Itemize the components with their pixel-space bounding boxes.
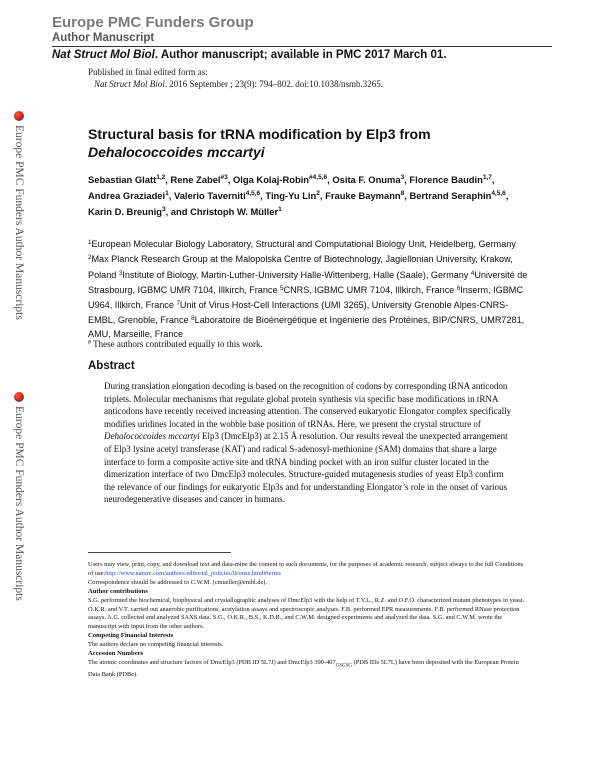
published-label: Published in final edited form as: bbox=[88, 67, 208, 77]
accession-part1: The atomic coordinates and structure factors of DmcElp3 (PDB ID 5L7J) and DmcElp3 390-407 bbox=[88, 658, 336, 666]
accession-part2: (PDB IDs 5L7L) have been deposited with the European Protein Data Bank (PDBe). bbox=[88, 658, 519, 679]
author-separator: , bbox=[319, 190, 326, 201]
author-separator: , bbox=[227, 174, 233, 185]
footnotes bbox=[88, 561, 528, 680]
author-separator: , bbox=[168, 190, 174, 201]
author-affiliation-mark: 1,7 bbox=[482, 174, 492, 181]
accession-heading: Accession Numbers bbox=[88, 650, 144, 658]
contributions-text: S.G. performed the biochemical, biophysical and crystallographic analyses of DmcElp3 with the help of T.Y.L., R.Z. and O.F.O. characterized mutant phenotypes in yeast. O.K.R. and V.T. carried out anaerobic purifications, acetylation assays and spectroscopic analyses. F.B. performed EPR measurements. F.B. performed RNase protection assays. A.G. collected and analyzed SAXS data. S.G., O.K.R., B.S., K.D.B., and C.W.M. designed experiments and analyzed the data. S.G. and C.W.M. wrote the manuscript with input from the other authors. bbox=[88, 596, 525, 631]
author-affiliation-mark: 4,5,6 bbox=[245, 190, 261, 197]
title-species: Dehalococcoides mccartyi bbox=[88, 144, 265, 160]
competing-interests-text: The authors declare no competing financial interests. bbox=[88, 641, 224, 649]
affiliation-text: Université de Strasbourg, IGBMC UMR 7104, Illkirch, France bbox=[88, 269, 528, 295]
author-name: Christoph W. Müller bbox=[190, 206, 279, 217]
author-list bbox=[88, 171, 528, 219]
abstract-heading: Abstract bbox=[88, 360, 135, 372]
author-affiliation-mark: 8 bbox=[400, 190, 405, 197]
affiliation-text: Laboratoire de Bioénergétique et Ingénierie des Protéines, BIP/CNRS, UMR7281, AMU, Marseille, France bbox=[88, 315, 525, 339]
published-journal: Nat Struct Mol Biol bbox=[94, 79, 165, 89]
abstract-body bbox=[104, 380, 514, 506]
author-affiliation-mark: 1 bbox=[278, 206, 282, 213]
affiliation-number: 1 bbox=[88, 239, 92, 246]
author-name: Rene Zabel bbox=[170, 174, 221, 185]
author-separator: , bbox=[404, 190, 410, 201]
sidebar-watermark-top bbox=[8, 111, 30, 320]
author-affiliation-mark: 3 bbox=[400, 174, 405, 181]
author-separator: , bbox=[505, 190, 509, 201]
author-affiliation-mark: 3 bbox=[161, 206, 166, 213]
affiliation-number: 4 bbox=[470, 269, 475, 277]
affiliation-text: Inserm, IGBMC U964, Illkirch, France bbox=[88, 284, 523, 311]
author-name: Andrea Graziadei bbox=[88, 190, 166, 201]
author-separator: , bbox=[260, 190, 266, 201]
sidebar-text: Europe PMC Funders Author Manuscripts bbox=[13, 406, 25, 601]
affiliation-number: 5 bbox=[280, 284, 284, 292]
author-separator: , bbox=[404, 174, 410, 185]
abstract-species: Dehalococcoides mccartyi bbox=[104, 431, 200, 442]
author-affiliation-mark: 1 bbox=[165, 190, 169, 197]
author-name: Florence Baudin bbox=[409, 174, 483, 185]
equal-mark: # bbox=[88, 340, 91, 346]
affiliation-number: 2 bbox=[88, 254, 92, 262]
affiliation-number: 6 bbox=[456, 284, 461, 292]
equal-contribution-note bbox=[88, 337, 263, 350]
author-affiliation-mark: #3 bbox=[220, 174, 228, 181]
accession-sub: GSGSG bbox=[335, 663, 352, 669]
header-divider bbox=[52, 46, 552, 47]
author-separator: , bbox=[491, 174, 495, 185]
availability-text: . Author manuscript; available in PMC 2017 March 01. bbox=[154, 49, 447, 61]
europe-pmc-logo-icon bbox=[14, 392, 24, 402]
competing-interests-heading: Competing Financial Interests bbox=[88, 632, 174, 640]
author-affiliation-mark: #4,5,6 bbox=[309, 174, 328, 181]
funders-group-label: Europe PMC Funders Group bbox=[52, 14, 254, 31]
author-separator: , and bbox=[165, 206, 191, 217]
sidebar-watermark-bottom bbox=[8, 392, 30, 601]
author-name: Ting-Yu Lin bbox=[265, 190, 317, 201]
published-citation bbox=[88, 78, 383, 90]
affiliation-text: CNRS, IGBMC UMR 7104, Illkirch, France bbox=[283, 284, 457, 295]
journal-availability bbox=[52, 48, 552, 62]
author-name: Valerio Taverniti bbox=[173, 190, 246, 201]
equal-text: These authors contributed equally to this work. bbox=[91, 339, 263, 349]
affiliation-text: European Molecular Biology Laboratory, Structural and Computational Biology Unit, Heidelberg, Germany bbox=[91, 239, 516, 249]
title-main: Structural basis for tRNA modification by Elp3 from bbox=[88, 126, 431, 142]
author-affiliation-mark: 1,2 bbox=[156, 174, 166, 181]
author-separator: , bbox=[165, 174, 171, 185]
sidebar-text: Europe PMC Funders Author Manuscripts bbox=[13, 125, 25, 320]
affiliation-number: 8 bbox=[191, 315, 195, 323]
footnote-divider bbox=[88, 552, 231, 553]
abstract-part2: Elp3 (DmcElp3) at 2.15 Å resolution. Our results reveal the unexpected arrangement of Elp3 lysine acetyl transferase (KAT) and radical S-adenosyl-methionine (SAM) domains that share a large interface to form a composite active site and tRNA binding pocket with an iron sulfur cluster located in the dimerization interface of two DmcElp3 molecules. Structure-guided mutagenesis studies of yeast Elp3 confirm the relevance of our findings for eukaryotic Elp3s and for understanding Elongator’s role in the onset of various neurodegenerative diseases and cancer in humans. bbox=[104, 431, 508, 505]
published-citation-rest: . 2016 September ; 23(9): 794–802. doi:10.1038/nsmb.3265. bbox=[164, 79, 383, 89]
manuscript-header bbox=[52, 14, 552, 62]
europe-pmc-logo-icon bbox=[14, 111, 24, 121]
affiliation-number: 7 bbox=[176, 300, 180, 308]
author-name: Karin D. Breunig bbox=[88, 206, 162, 217]
author-name: Bertrand Seraphin bbox=[409, 190, 492, 201]
abstract-part1: During translation elongation decoding is based on the recognition of codons by corresponding tRNA anticodon triplets. Molecular mechanisms that regulate global protein synthesis via specific base modifications in tRNA anticodons have recently received increasing attention. The conserved eukaryotic Elongator complex specifically modifies uridines located in the wobble base position of tRNAs. Here, we present the crystal structure of bbox=[104, 381, 512, 429]
author-manuscript-label: Author Manuscript bbox=[52, 32, 155, 44]
author-separator: , bbox=[327, 174, 333, 185]
published-info bbox=[88, 66, 383, 90]
correspondence-note: Correspondence should be addressed to C.W.M. (cmueller@embl.de). bbox=[88, 578, 268, 586]
affiliations bbox=[88, 236, 528, 341]
affiliation-text: Max Planck Research Group at the Malopolska Centre of Biotechnology, Jagiellonian University, Krakow, Poland bbox=[88, 254, 513, 280]
affiliation-number: 3 bbox=[118, 269, 123, 277]
affiliation-text: Unit of Virus Host-Cell Interactions (UMI 3265), University Grenoble Alpes-CNRS-EMBL, Grenoble, France bbox=[88, 300, 509, 326]
author-name: Frauke Baymann bbox=[325, 190, 401, 201]
affiliation-text: Institute of Biology, Martin-Luther-University Halle-Wittenberg, Halle (Saale), Germany bbox=[122, 269, 471, 280]
author-affiliation-mark: 2 bbox=[316, 190, 320, 197]
author-affiliation-mark: 4,5,6 bbox=[491, 190, 506, 197]
author-name: Osita F. Onuma bbox=[332, 174, 401, 185]
contributions-heading: Author contributions bbox=[88, 587, 148, 595]
terms-link[interactable]: http://www.nature.com/authors/editorial_policies/license.html#terms bbox=[105, 569, 282, 577]
author-name: Sebastian Glatt bbox=[88, 174, 157, 185]
accession-text bbox=[88, 659, 528, 680]
terms-of-use bbox=[88, 561, 528, 579]
terms-text: Users may view, print, copy, and download text and data-mine the content in such documents, for the purposes of academic research, subject always to the full Conditions of use: bbox=[88, 561, 524, 577]
journal-name: Nat Struct Mol Biol bbox=[52, 49, 155, 61]
article-title bbox=[88, 125, 528, 161]
author-name: Olga Kolaj-Robin bbox=[232, 174, 310, 185]
